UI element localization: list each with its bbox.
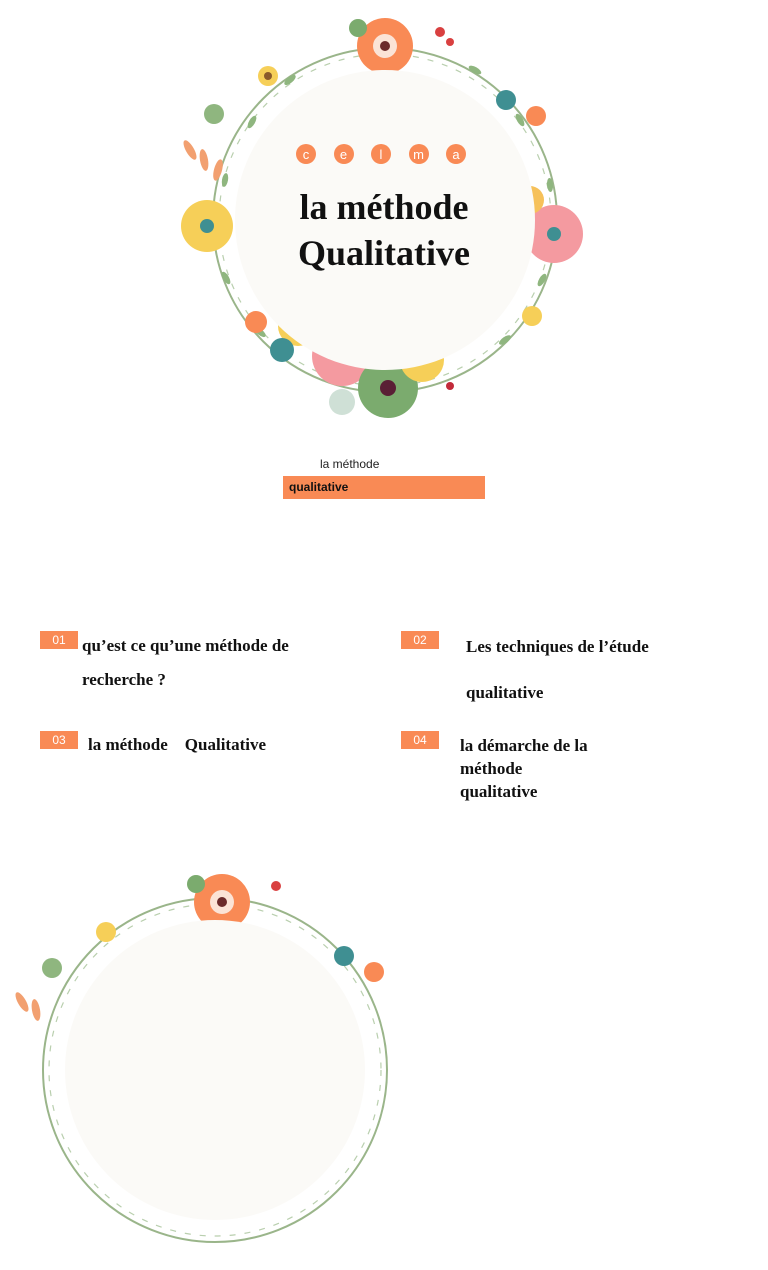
agenda-item-text: la méthode Qualitative — [88, 735, 267, 754]
green-flower-icon — [204, 104, 224, 124]
brand-letter: m — [409, 144, 429, 164]
brand-letter: c — [296, 144, 316, 164]
cover-title — [234, 184, 534, 276]
berry-icon — [446, 38, 454, 46]
cover-title-line1: la méthode — [299, 187, 469, 227]
agenda-number-badge: 04 — [401, 731, 439, 749]
orange-flower-icon — [526, 106, 546, 126]
agenda-item-text: la démarche de la — [460, 736, 588, 755]
agenda-number-badge: 03 — [40, 731, 78, 749]
green-bud-icon — [349, 19, 367, 37]
brand-letter: e — [334, 144, 354, 164]
cover-slide — [0, 0, 768, 430]
white-flower-icon — [329, 389, 355, 415]
berry-icon — [435, 27, 445, 37]
teal-flower-icon — [496, 90, 516, 110]
green-flower-icon — [42, 958, 62, 978]
autumn-branch-icon — [181, 138, 225, 181]
berry-icon — [446, 382, 454, 390]
agenda-item-text: qualitative — [466, 683, 544, 702]
agenda-item-text: recherche ? — [82, 670, 166, 689]
brand-letters — [296, 144, 466, 166]
brand-letter: l — [371, 144, 391, 164]
agenda-item-text: qu’est ce qu’une méthode de — [82, 636, 289, 655]
brand-letter: a — [446, 144, 466, 164]
teal-flower-icon — [270, 338, 294, 362]
agenda-item-text: qualitative — [460, 782, 538, 801]
berry-icon — [271, 881, 281, 891]
yellow-flower-icon — [522, 306, 542, 326]
agenda-item-text: Les techniques de l’étude — [466, 637, 649, 656]
agenda-item-text: méthode — [460, 759, 523, 778]
subtitle-bar — [283, 476, 485, 499]
floral-wreath-illustration — [0, 860, 430, 1270]
autumn-branch-icon — [13, 990, 42, 1021]
agenda-number-badge: 02 — [401, 631, 439, 649]
orange-flower-icon — [245, 311, 267, 333]
subtitle-small-text: la méthode — [320, 457, 380, 471]
yellow-flower-icon — [96, 922, 116, 942]
green-bud-icon — [187, 875, 205, 893]
yellow-flower-icon — [181, 200, 233, 252]
orange-flower-icon — [364, 962, 384, 982]
teal-flower-icon — [334, 946, 354, 966]
cover-title-line2: Qualitative — [298, 233, 470, 273]
subtitle-bar-text: qualitative — [289, 480, 349, 494]
agenda-number-badge: 01 — [40, 631, 78, 649]
